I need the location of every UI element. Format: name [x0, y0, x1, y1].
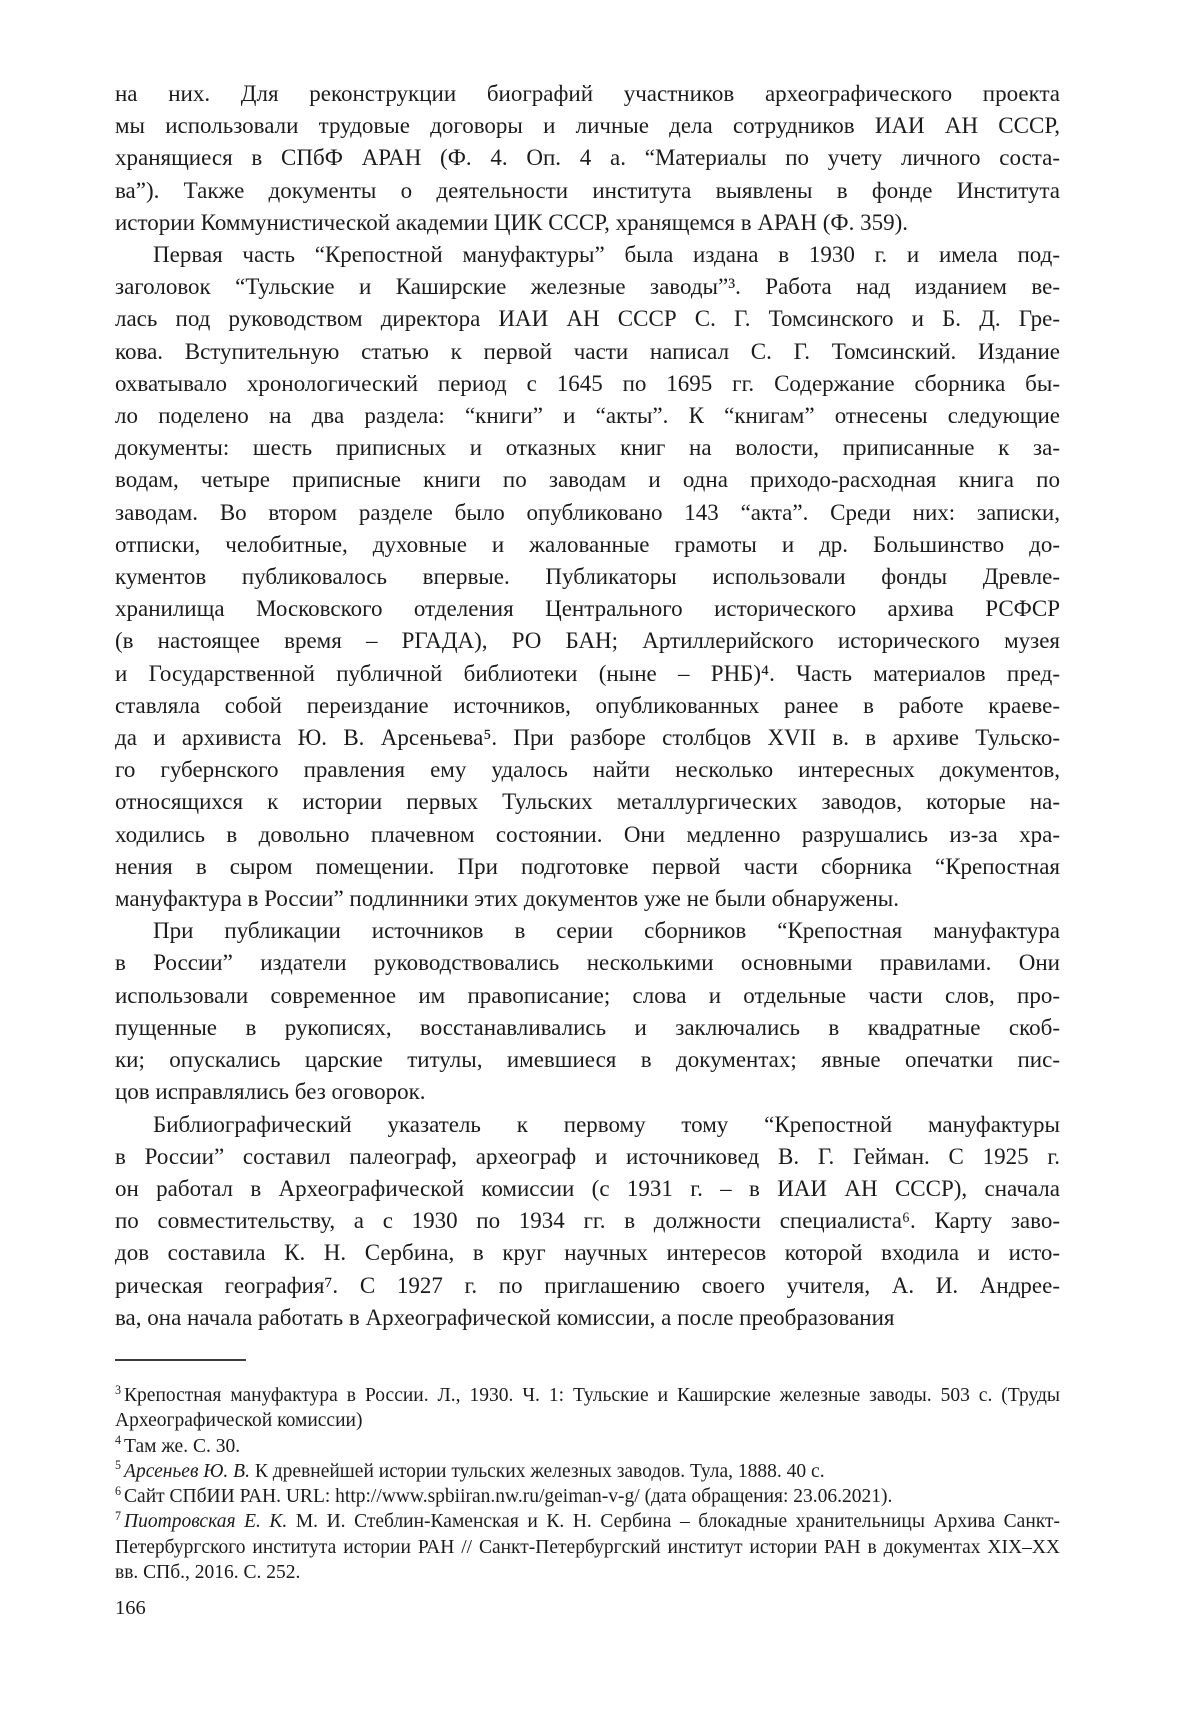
- footnote: [115, 1383, 1060, 1434]
- body-line: кова. Вступительную статью к первой части написал С. Г. Томсинский. Издание: [115, 338, 1060, 364]
- body-line: заводам. Во втором разделе было опубликовано 143 “акта”. Среди них: записки,: [115, 499, 1060, 525]
- body-line: ло поделено на два раздела: “книги” и “акты”. К “книгам” отнесены следующие: [115, 403, 1060, 429]
- body-line: истории Коммунистической академии ЦИК СССР, хранящемся в АРАН (Ф. 359).: [115, 209, 909, 235]
- body-line: цов исправлялись без оговорок.: [115, 1079, 426, 1105]
- paragraph: [115, 239, 1060, 915]
- footnote-marker: 7: [115, 1508, 122, 1523]
- paragraph: [115, 1109, 1060, 1334]
- page-number: 166: [115, 1597, 146, 1619]
- footnote-author: Арсеньев Ю. В.: [124, 1460, 255, 1482]
- paragraph: [115, 78, 1060, 239]
- body-line: в России” составил палеограф, археограф и источниковед В. Г. Гейман. С 1925 г.: [115, 1143, 1060, 1169]
- body-line: рическая география⁷. С 1927 г. по приглашению своего учителя, А. И. Андрее-: [115, 1272, 1060, 1298]
- body-line: заголовок “Тульские и Каширские железные заводы”³. Работа над изданием ве-: [115, 274, 1060, 300]
- body-line: ходились в довольно плачевном состоянии. Они медленно разрушались из-за хра-: [115, 821, 1060, 847]
- body-line: да и архивиста Ю. В. Арсеньева⁵. При разборе столбцов XVII в. в архиве Тульско-: [115, 725, 1060, 751]
- footnote-marker: 6: [115, 1483, 122, 1498]
- footnote-text: Крепостная мануфактура в России. Л., 1930. Ч. 1: Тульские и Каширские железные заводы. 503 с. (Труды Археографической комиссии): [115, 1385, 1060, 1432]
- body-line: отписки, челобитные, духовные и жалованные грамоты и др. Большинство до-: [115, 531, 1060, 557]
- body-line: относящихся к истории первых Тульских металлургических заводов, которые на-: [115, 789, 1060, 815]
- body-line: по совместительству, а с 1930 по 1934 гг. в должности специалиста⁶. Карту заво-: [115, 1208, 1060, 1234]
- footnote-marker: 5: [115, 1458, 122, 1473]
- body-line: Первая часть “Крепостной мануфактуры” была издана в 1930 г. и имела под-: [153, 242, 1060, 268]
- paragraph: [115, 915, 1060, 1108]
- body-line: в России” издатели руководствовались несколькими основными правилами. Они: [115, 950, 1060, 976]
- body-line: водам, четыре приписные книги по заводам и одна приходо-расходная книга по: [115, 467, 1060, 493]
- footnote-text: М. И. Стеблин-Каменская и К. Н. Сербина – блокадные хранительницы Архива Санкт-Петербургского института истории РАН // Санкт-Петербургский институт истории РАН в документах XIX–XX вв. СПб., 2016. С. 252.: [115, 1511, 1061, 1584]
- body-line: и Государственной публичной библиотеки (ныне – РНБ)⁴. Часть материалов пред-: [115, 660, 1060, 686]
- body-line: документы: шесть приписных и отказных книг на волости, приписанные к за-: [115, 435, 1060, 461]
- footnote-text: К древнейшей истории тульских железных заводов. Тула, 1888. 40 с.: [254, 1460, 825, 1482]
- body-line: охватывало хронологический период с 1645 по 1695 гг. Содержание сборника бы-: [115, 370, 1060, 396]
- footnote-text: Там же. С. 30.: [124, 1435, 241, 1457]
- body-line: ставляла собой переиздание источников, опубликованных ранее в работе краеве-: [115, 692, 1060, 718]
- body-line: дов составила К. Н. Сербина, в круг научных интересов которой входила и исто-: [115, 1240, 1060, 1266]
- footnote: [115, 1434, 1060, 1459]
- footnote-author: Пиотровская Е. К.: [124, 1511, 296, 1533]
- body-line: (в настоящее время – РГАДА), РО БАН; Артиллерийского исторического музея: [115, 628, 1060, 654]
- body-line: хранящиеся в СПбФ АРАН (Ф. 4. Оп. 4 а. “Материалы по учету личного соста-: [115, 145, 1060, 171]
- body-line: кументов публиковалось впервые. Публикаторы использовали фонды Древле-: [115, 564, 1060, 590]
- footnotes: [115, 1383, 1060, 1585]
- footnote: [115, 1509, 1060, 1585]
- footnote-separator: [115, 1359, 246, 1361]
- footnote: [115, 1459, 1060, 1484]
- footnote-marker: 4: [115, 1433, 122, 1448]
- body-line: ки; опускались царские титулы, имевшиеся в документах; явные опечатки пис-: [115, 1047, 1060, 1073]
- footnote-text: Сайт СПбИИ РАН. URL: http://www.spbiiran.nw.ru/geiman-v-g/ (дата обращения: 23.06.2021).: [124, 1486, 893, 1508]
- body-line: мы использовали трудовые договоры и личные дела сотрудников ИАИ АН СССР,: [115, 113, 1060, 139]
- footnote-marker: 3: [115, 1382, 122, 1397]
- body-line: го губернского правления ему удалось найти несколько интересных документов,: [115, 757, 1060, 783]
- body-line: мануфактура в России” подлинники этих документов уже не были обнаружены.: [115, 886, 899, 912]
- body-line: на них. Для реконструкции биографий участников археографического проекта: [115, 81, 1060, 106]
- body-line: нения в сыром помещении. При подготовке первой части сборника “Крепостная: [115, 853, 1060, 879]
- body-text: [115, 78, 1060, 1334]
- body-line: он работал в Археографической комиссии (с 1931 г. – в ИАИ АН СССР), сначала: [115, 1175, 1060, 1201]
- body-line: Библиографический указатель к первому тому “Крепостной мануфактуры: [153, 1111, 1060, 1137]
- body-line: ва”). Также документы о деятельности института выявлены в фонде Института: [115, 177, 1060, 203]
- body-line: лась под руководством директора ИАИ АН СССР С. Г. Томсинского и Б. Д. Гре-: [115, 306, 1060, 332]
- body-line: использовали современное им правописание; слова и отдельные части слов, про-: [115, 982, 1060, 1008]
- body-line: При публикации источников в серии сборников “Крепостная мануфактура: [153, 918, 1060, 944]
- body-line: ва, она начала работать в Археографической комиссии, а после преобразования: [115, 1304, 895, 1330]
- body-line: пущенные в рукописях, восстанавливались и заключались в квадратные скоб-: [115, 1014, 1060, 1040]
- footnote: [115, 1484, 1060, 1509]
- body-line: хранилища Московского отделения Центрального исторического архива РСФСР: [115, 596, 1060, 622]
